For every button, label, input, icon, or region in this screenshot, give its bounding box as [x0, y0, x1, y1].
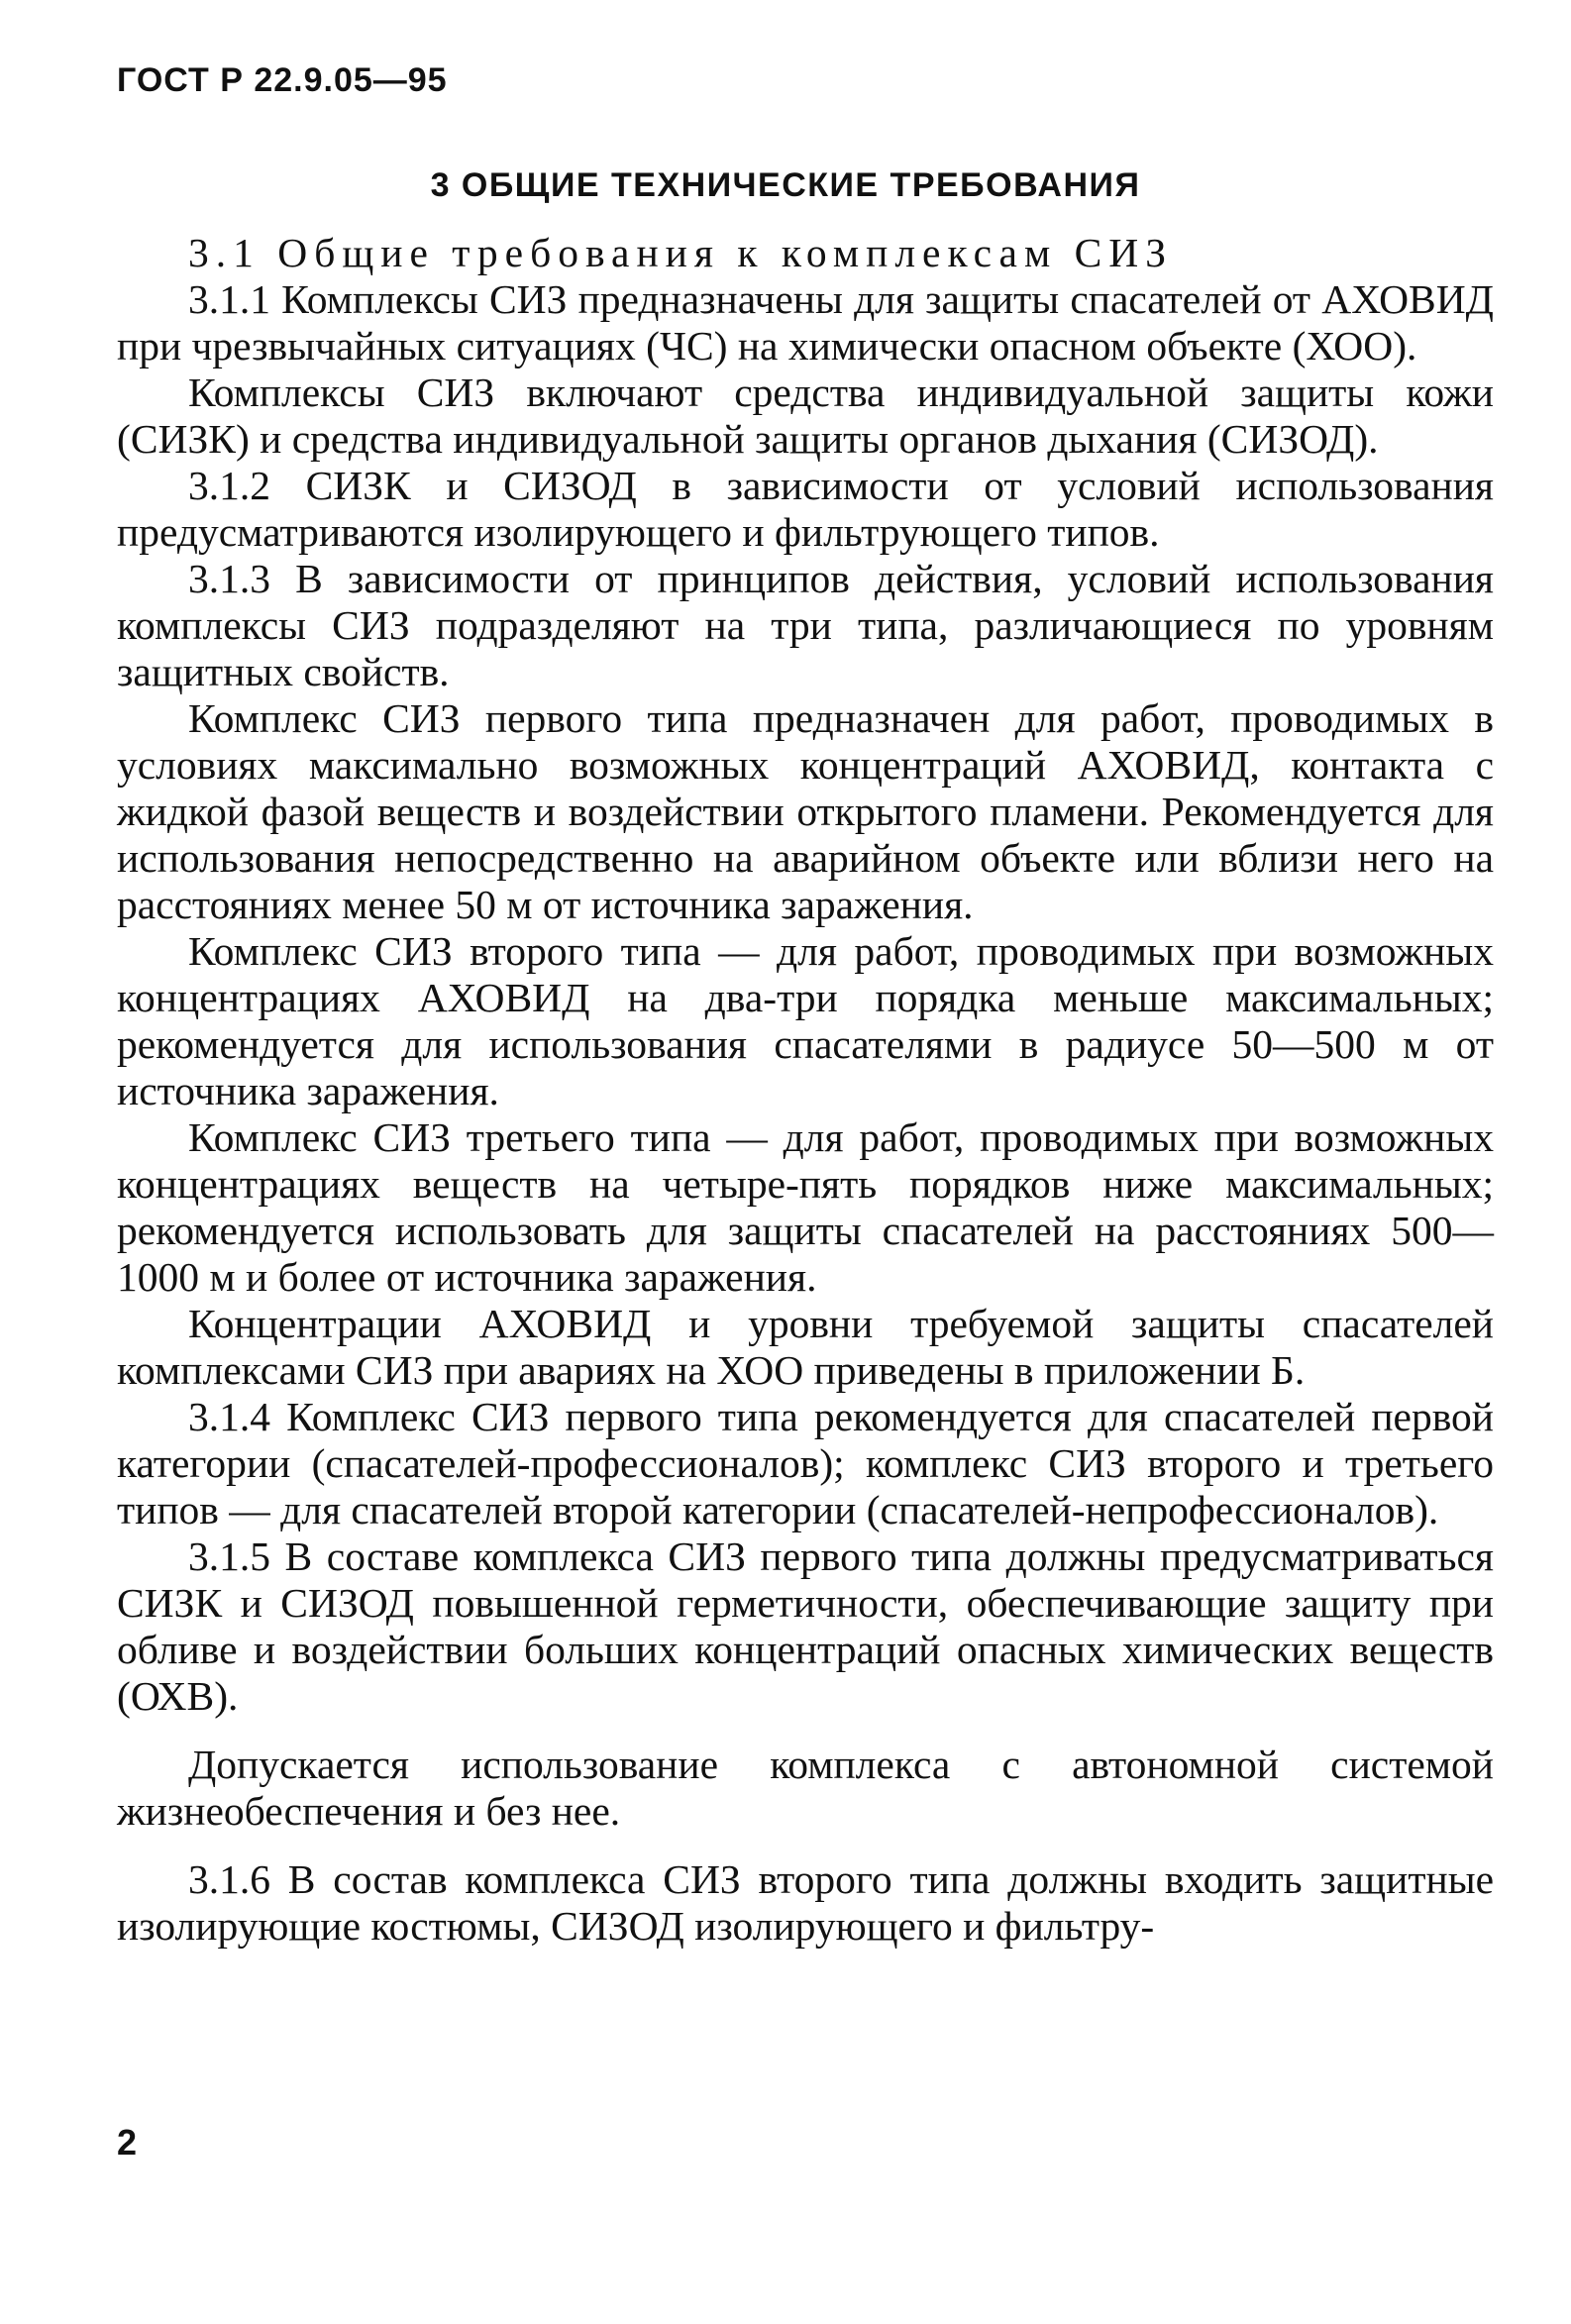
paragraph: 3.1.1 Комплексы СИЗ предназначены для защиты спасателей от АХОВИД при чрезвычайных ситуациях (ЧС) на химически опасном объекте (ХОО). — [117, 276, 1494, 369]
paragraph: Допускается использование комплекса с автономной системой жизнеобеспечения и без нее. — [117, 1742, 1494, 1834]
paragraph: 3.1.2 СИЗК и СИЗОД в зависимости от условий использования предусматриваются изолирующего и фильтрующего типов. — [117, 463, 1494, 555]
subsection-heading: 3.1 Общие требования к комплексам СИЗ — [188, 230, 1174, 275]
body-text — [117, 230, 1494, 1950]
paragraph: Комплексы СИЗ включают средства индивидуальной защиты кожи (СИЗК) и средства индивидуальной защиты органов дыхания (СИЗОД). — [117, 370, 1494, 462]
page-number: 2 — [117, 2122, 138, 2163]
document-code: ГОСТ Р 22.9.05—95 — [117, 61, 448, 99]
paragraph: 3.1.3 В зависимости от принципов действия, условий использования комплексы СИЗ подразделяют на три типа, различающиеся по уровням защитных свойств. — [117, 556, 1494, 694]
paragraph: 3.1.5 В составе комплекса СИЗ первого типа должны предусматриваться СИЗК и СИЗОД повышенной герметичности, обеспечивающие защиту при обливе и воздействии больших концентраций опасных химических веществ (ОХВ). — [117, 1533, 1494, 1719]
paragraph: Комплекс СИЗ второго типа — для работ, проводимых при возможных концентрациях АХОВИД на два-три порядка меньше максимальных; рекомендуется для использования спасателями в радиусе 50—500 м от источника заражения. — [117, 928, 1494, 1113]
section-title: 3 ОБЩИЕ ТЕХНИЧЕСКИЕ ТРЕБОВАНИЯ — [430, 166, 1141, 204]
paragraph: 3.1.6 В состав комплекса СИЗ второго типа должны входить защитные изолирующие костюмы, СИЗОД изолирующего и фильтру- — [117, 1856, 1494, 1949]
paragraph: Комплекс СИЗ первого типа предназначен для работ, проводимых в условиях максимально возможных концентраций АХОВИД, контакта с жидкой фазой веществ и воздействии открытого пламени. Рекомендуется для использования непосредственно на аварийном объекте или вблизи него на расстояниях менее 50 м от источника заражения. — [117, 695, 1494, 927]
paragraph: 3.1.4 Комплекс СИЗ первого типа рекомендуется для спасателей первой категории (спасателей-профессионалов); комплекс СИЗ второго и третьего типов — для спасателей второй категории (спасателей-непрофессионалов). — [117, 1394, 1494, 1532]
paragraph: Концентрации АХОВИД и уровни требуемой защиты спасателей комплексами СИЗ при авариях на ХОО приведены в приложении Б. — [117, 1301, 1494, 1393]
paragraph: Комплекс СИЗ третьего типа — для работ, проводимых при возможных концентрациях веществ на четыре-пять порядков ниже максимальных; рекомендуется использовать для защиты спасателей на расстояниях 500—1000 м и более от источника заражения. — [117, 1114, 1494, 1300]
